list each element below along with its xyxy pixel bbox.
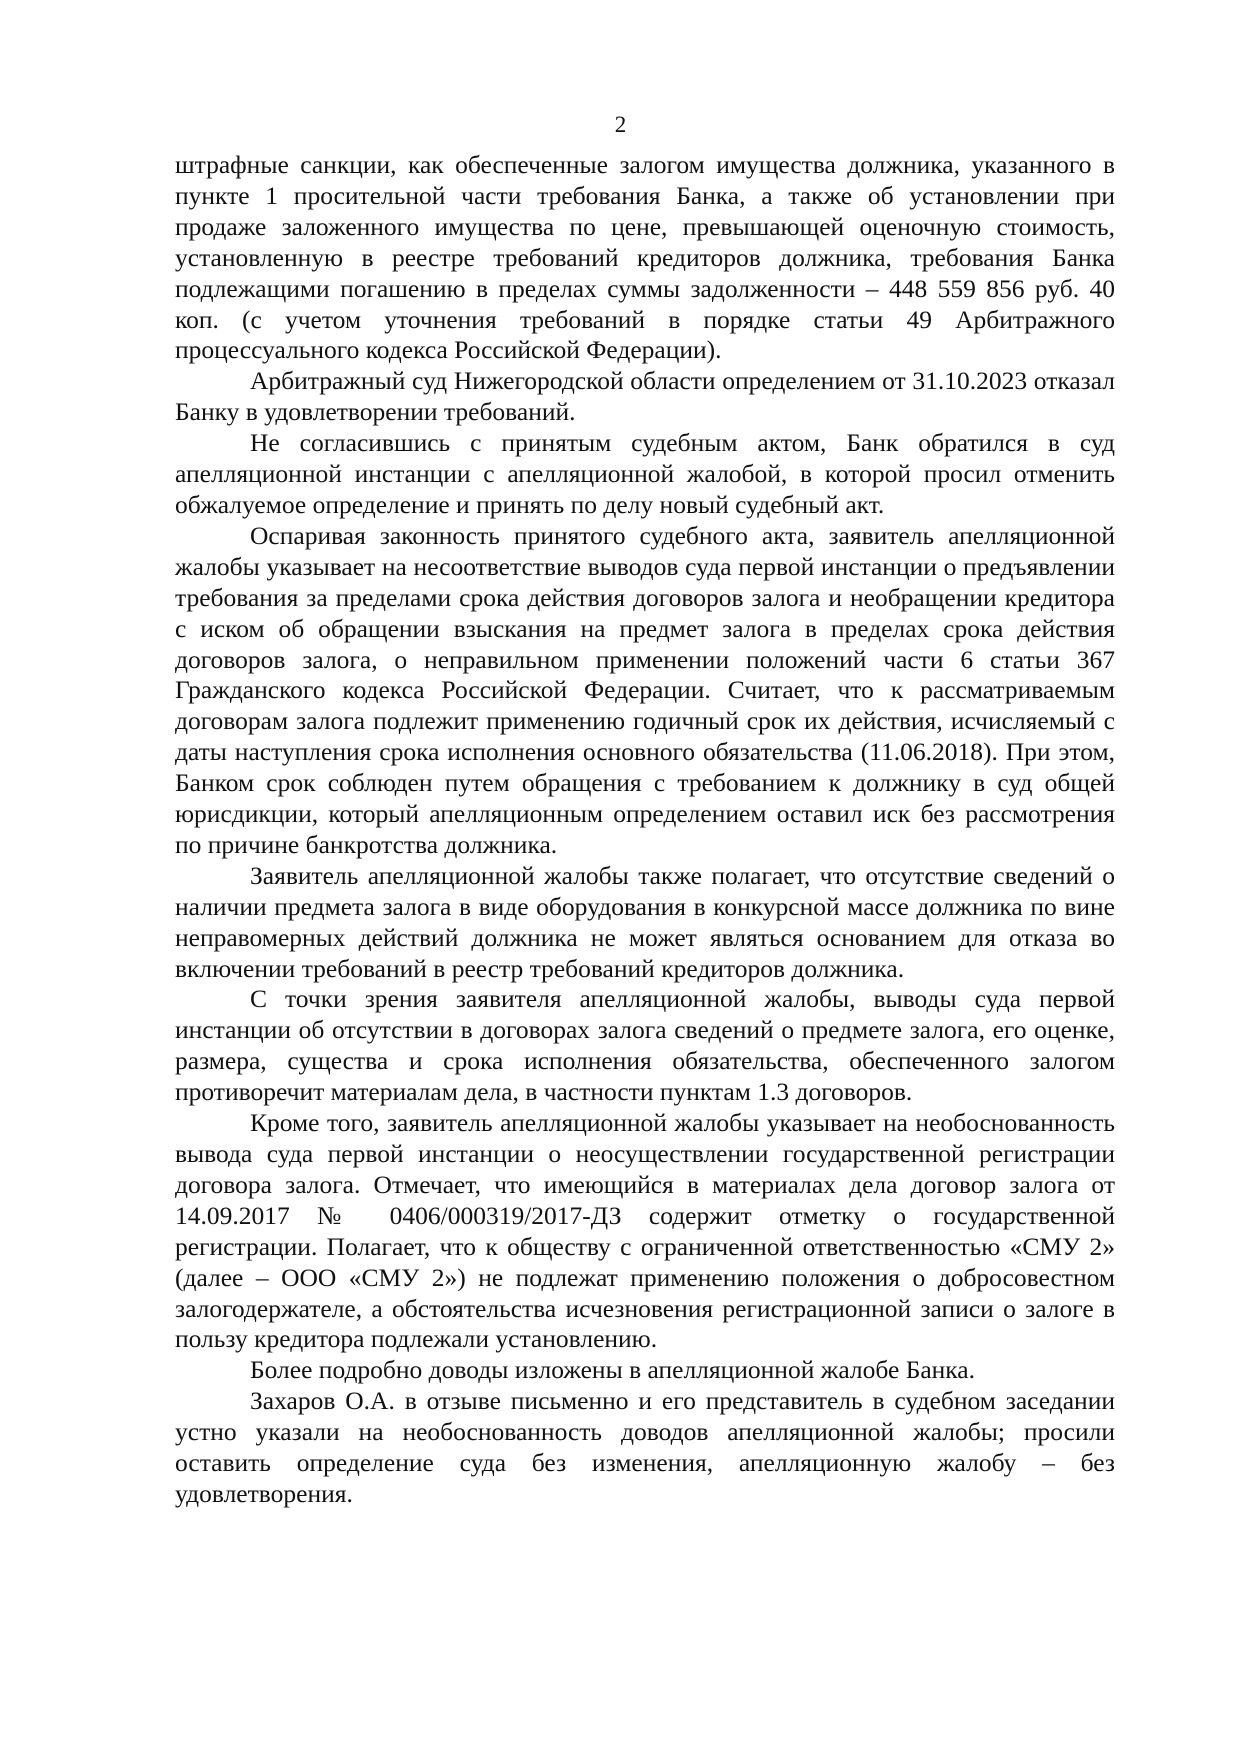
paragraph-collateral-absence: Заявитель апелляционной жалобы также полагает, что отсутствие сведений о наличии предмета залога в виде оборудования в конкурсной массе должника по вине неправомерных действий должника не может являться основанием для отказа во включении требований в реестр требований кредиторов должника. bbox=[175, 860, 1115, 983]
paragraph-respondent-position: Захаров О.А. в отзыве письменно и его представитель в судебном заседании устно указали на необоснованность доводов апелляционной жалобы; просили оставить определение суда без изменения, апелляционную жалобу – без удовлетворения. bbox=[175, 1386, 1115, 1508]
document-body bbox=[175, 150, 1115, 1510]
paragraph-contract-terms: С точки зрения заявителя апелляционной жалобы, выводы суда первой инстанции об отсутствии в договорах залога сведений о предмете залога, его оценке, размера, существа и срока исполнения обязательства, обеспеченного залогом противоречит материалам дела, в частности пунктам 1.3 договоров. bbox=[175, 984, 1115, 1107]
paragraph-court-ruling: Арбитражный суд Нижегородской области определением от 31.10.2023 отказал Банку в удовлетворении требований. bbox=[175, 366, 1115, 427]
page-number: 2 bbox=[614, 112, 627, 137]
paragraph-appeal-filed: Не согласившись с принятым судебным актом, Банк обратился в суд апелляционной инстанции с апелляционной жалобой, в которой просил отменить обжалуемое определение и принять по делу новый судебный акт. bbox=[175, 428, 1115, 519]
paragraph-appellant-arguments: Оспаривая законность принятого судебного акта, заявитель апелляционной жалобы указывает на несоответствие выводов суда первой инстанции о предъявлении требования за пределами срока действия договоров залога и необращении кредитора с иском об обращении взыскания на предмет залога в пределах срока действия договоров залога, о неправильном применении положений части 6 статьи 367 Гражданского кодекса Российской Федерации. Считает, что к рассматриваемым договорам залога подлежит применению годичный срок их действия, исчисляемый с даты наступления срока исполнения основного обязательства (11.06.2018). При этом, Банком срок соблюден путем обращения с требованием к должнику в суд общей юрисдикции, который апелляционным определением оставил иск без рассмотрения по причине банкротства должника. bbox=[175, 520, 1115, 859]
paragraph-details-reference: Более подробно доводы изложены в апелляционной жалобе Банка. bbox=[250, 1355, 975, 1385]
paragraph-state-registration: Кроме того, заявитель апелляционной жалобы указывает на необоснованность вывода суда первой инстанции о неосуществлении государственной регистрации договора залога. Отмечает, что имеющийся в материалах дела договор залога от 14.09.2017 № 0406/000319/2017-ДЗ содержит отметку о государственной регистрации. Полагает, что к обществу с ограниченной ответственностью «СМУ 2» (далее – ООО «СМУ 2») не подлежат применению положения о добросовестном залогодержателе, а обстоятельства исчезновения регистрационной записи о залоге в пользу кредитора подлежали установлению. bbox=[175, 1108, 1115, 1354]
paragraph-continuation: штрафные санкции, как обеспеченные залогом имущества должника, указанного в пункте 1 просительной части требования Банка, а также об установлении при продаже заложенного имущества по цене, превышающей оценочную стоимость, установленную в реестре требований кредиторов должника, требования Банка подлежащими погашению в пределах суммы задолженности – 448 559 856 руб. 40 коп. (с учетом уточнения требований в порядке статьи 49 Арбитражного процессуального кодекса Российской Федерации). bbox=[175, 150, 1115, 365]
